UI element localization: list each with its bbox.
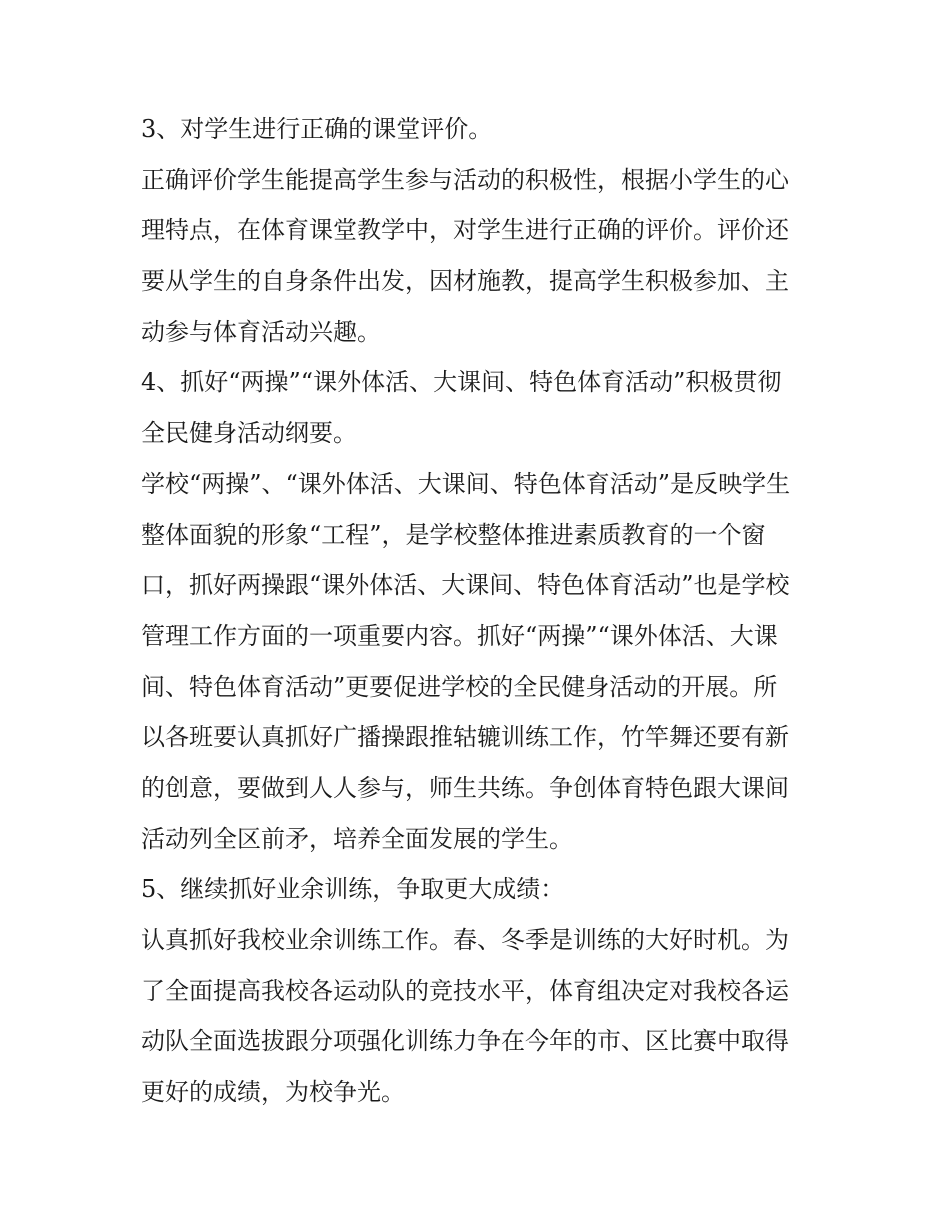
paragraph-line: 活动列全区前矛，培养全面发展的学生。: [141, 824, 573, 853]
paragraph-line: 间、特色体育活动”更要促进学校的全民健身活动的开展。所: [141, 672, 778, 701]
paragraph-line: 管理工作方面的一项重要内容。抓好“两操”“课外体活、大课: [141, 621, 778, 650]
document-body: [141, 104, 821, 1118]
paragraph-line: 了全面提高我校各运动队的竞技水平，体育组决定对我校各运: [141, 976, 789, 1005]
paragraph-line: 正确评价学生能提高学生参与活动的积极性，根据小学生的心: [141, 165, 789, 194]
paragraph-line: 更好的成绩，为校争光。: [141, 1078, 405, 1107]
paragraph-line: 要从学生的自身条件出发，因材施教，提高学生积极参加、主: [141, 267, 789, 296]
paragraph-line: 整体面貌的形象“工程”，是学校整体推进素质教育的一个窗: [141, 520, 766, 549]
paragraph-line: 认真抓好我校业余训练工作。春、冬季是训练的大好时机。为: [141, 926, 789, 954]
heading-item-5: 5、继续抓好业余训练，争取更大成绩：: [141, 875, 565, 904]
paragraph-line: 口，抓好两操跟“课外体活、大课间、特色体育活动”也是学校: [141, 571, 790, 600]
heading-item-3: 3、对学生进行正确的课堂评价。: [141, 115, 493, 143]
heading-item-4: 4、抓好“两操”“课外体活、大课间、特色体育活动”积极贯彻: [141, 368, 782, 397]
paragraph-line: 理特点，在体育课堂教学中，对学生进行正确的评价。评价还: [141, 216, 789, 245]
paragraph-line: 学校“两操”、“课外体活、大课间、特色体育活动”是反映学生: [141, 469, 791, 498]
paragraph-line: 的创意，要做到人人参与，师生共练。争创体育特色跟大课间: [141, 773, 789, 802]
paragraph-line: 动队全面选拔跟分项强化训练力争在今年的市、区比赛中取得: [141, 1027, 789, 1056]
paragraph-line: 以各班要认真抓好广播操跟推轱辘训练工作，竹竿舞还要有新: [141, 723, 789, 752]
paragraph-line: 动参与体育活动兴趣。: [141, 317, 381, 346]
heading-item-4-cont: 全民健身活动纲要。: [141, 419, 357, 448]
